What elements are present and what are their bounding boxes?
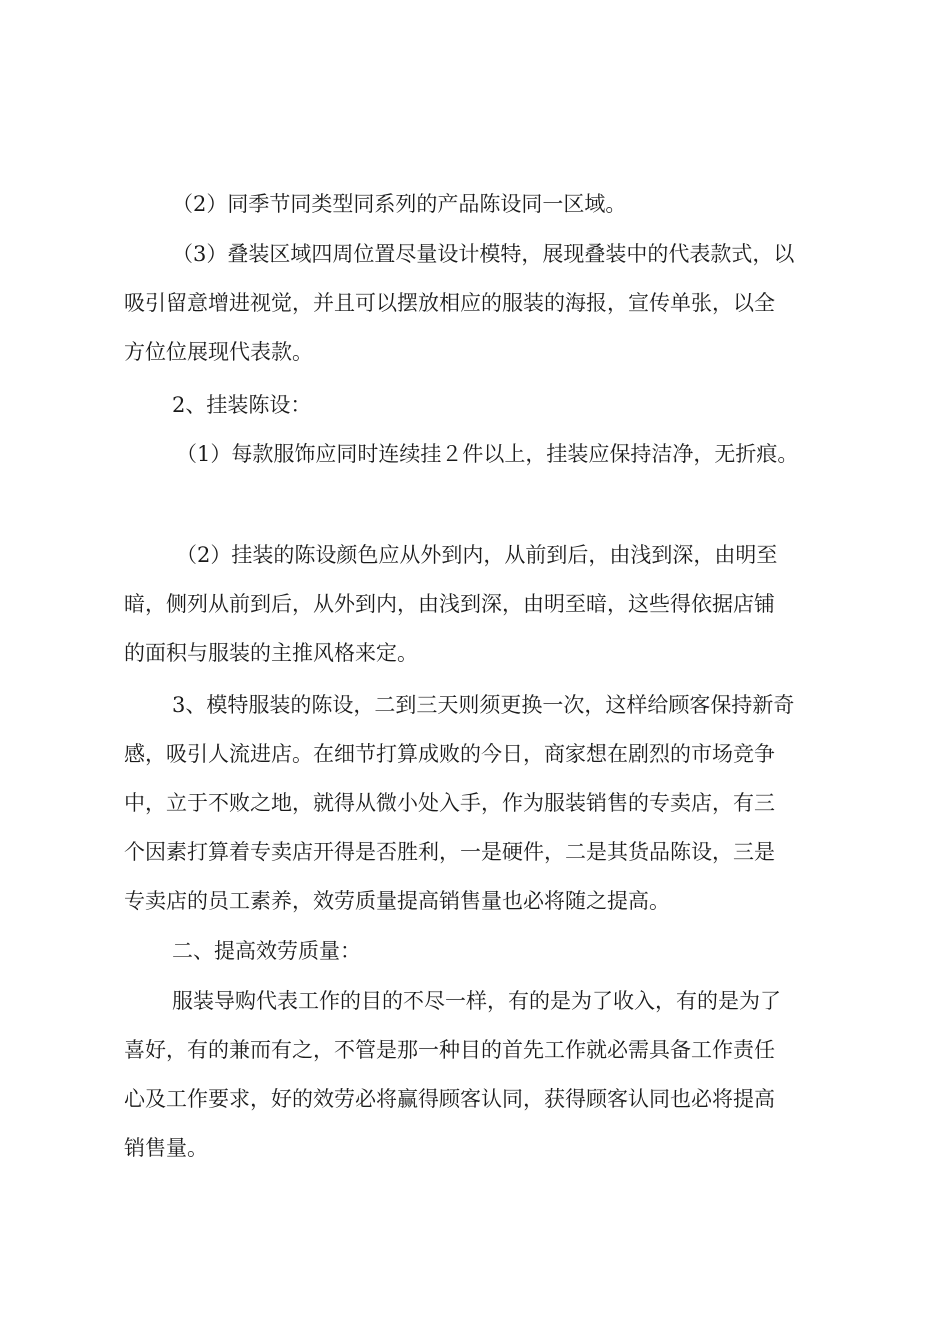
text-line: 暗，侧列从前到后，从外到内，由浅到深，由明至暗，这些得依据店铺	[124, 592, 775, 616]
text-line: 心及工作要求，好的效劳必将赢得顾客认同，获得顾客认同也必将提高	[124, 1087, 775, 1111]
text-line: 喜好，有的兼而有之，不管是那一种目的首先工作就必需具备工作责任	[124, 1038, 775, 1062]
paragraph	[124, 977, 834, 1173]
text-line: 吸引留意增进视觉，并且可以摆放相应的服装的海报，宣传单张，以全	[124, 291, 775, 315]
section-heading	[124, 927, 834, 976]
paragraph	[124, 230, 834, 377]
text-line: 服装导购代表工作的目的不尽一样，有的是为了收入，有的是为了	[172, 989, 781, 1013]
paragraph	[124, 681, 834, 926]
paragraph	[124, 180, 834, 229]
text-line: 个因素打算着专卖店开得是否胜利，一是硬件，二是其货品陈设，三是	[124, 840, 775, 864]
paragraph	[124, 430, 834, 479]
text-line: 方位位展现代表款。	[124, 340, 313, 364]
text-line: 专卖店的员工素养，效劳质量提高销售量也必将随之提高。	[124, 889, 670, 913]
text-line: 二、提高效劳质量：	[172, 939, 361, 963]
text-line: 2、挂装陈设：	[172, 393, 312, 417]
text-line: 感，吸引人流进店。在细节打算成败的今日，商家想在剧烈的市场竞争	[124, 742, 775, 766]
paragraph	[124, 531, 834, 678]
text-line: 销售量。	[124, 1136, 208, 1160]
section-heading	[124, 381, 834, 430]
text-line: 3、模特服装的陈设，二到三天则须更换一次，这样给顾客保持新奇	[172, 693, 795, 717]
text-line: （2）挂装的陈设颜色应从外到内，从前到后，由浅到深，由明至	[176, 543, 778, 567]
text-line: （1）每款服饰应同时连续挂２件以上，挂装应保持洁净，无折痕。	[176, 442, 799, 466]
text-line: 的面积与服装的主推风格来定。	[124, 641, 418, 665]
text-line: 中，立于不败之地，就得从微小处入手，作为服装销售的专卖店，有三	[124, 791, 775, 815]
text-line: （3）叠装区域四周位置尽量设计模特，展现叠装中的代表款式，以	[172, 242, 795, 266]
text-line: （2）同季节同类型同系列的产品陈设同一区域。	[172, 192, 627, 216]
